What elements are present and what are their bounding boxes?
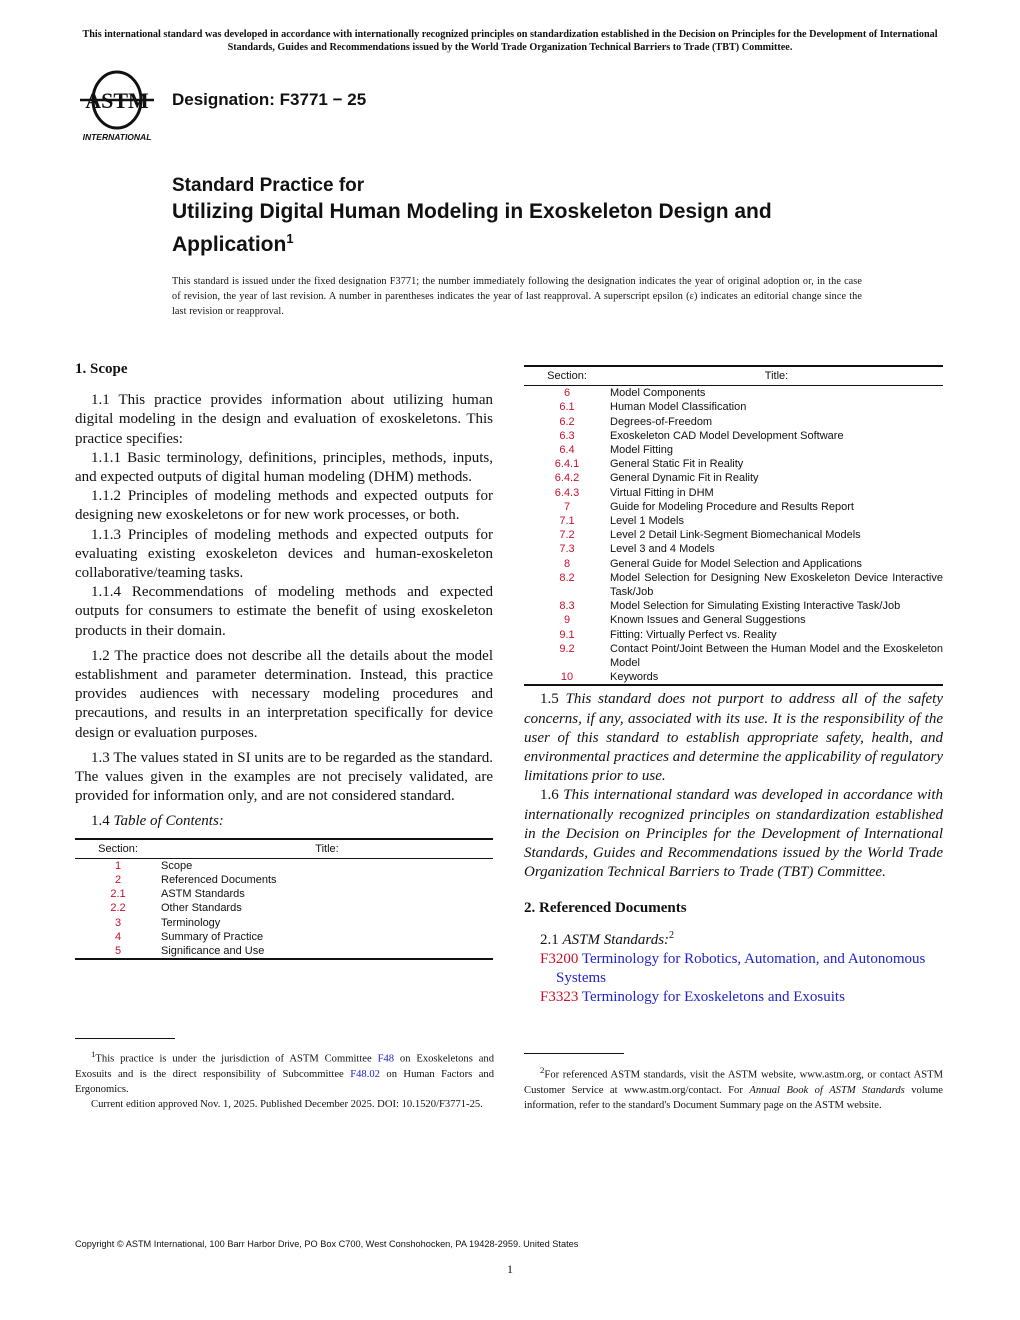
toc-row[interactable] bbox=[75, 930, 493, 944]
para-1-5 bbox=[524, 690, 943, 786]
toc-row[interactable] bbox=[524, 542, 943, 556]
toc-title: Significance and Use bbox=[161, 945, 265, 958]
footnote-2-mark: 2 bbox=[540, 1065, 545, 1075]
toc-section-link[interactable]: 8 bbox=[563, 557, 571, 570]
footnote-rule-left bbox=[75, 1038, 175, 1039]
footnote-1-text bbox=[75, 1047, 494, 1097]
footnote-1-b: on Exoskeletons and Exosuits and is the direct responsibility of Subcommittee bbox=[75, 1053, 494, 1080]
para-2-1-num: 2.1 bbox=[540, 931, 559, 948]
toc-section-link[interactable]: 6.4.2 bbox=[554, 472, 580, 485]
toc-title: General Static Fit in Reality bbox=[610, 458, 744, 471]
toc-title: Terminology bbox=[161, 916, 221, 929]
toc-section-link[interactable]: 6.3 bbox=[559, 429, 575, 442]
toc-title: General Dynamic Fit in Reality bbox=[610, 472, 759, 485]
logo-word: ASTM bbox=[85, 88, 149, 113]
toc-row[interactable] bbox=[524, 457, 943, 471]
para-1-2: 1.2 The practice does not describe all the details about the model establishment and parameter determination. Instead, this practice provides audiences with necessary modeling procedures and precautions, and results in an interpretation specifically for device design or evaluation purposes. bbox=[75, 647, 493, 741]
toc-section-link[interactable]: 7.2 bbox=[559, 529, 575, 542]
toc-section-link[interactable]: 10 bbox=[560, 671, 574, 684]
toc-row[interactable] bbox=[75, 873, 493, 887]
toc-title: Scope bbox=[161, 859, 193, 872]
title-block bbox=[172, 174, 892, 258]
toc-row[interactable] bbox=[524, 400, 943, 414]
toc-section-link[interactable]: 9 bbox=[563, 614, 571, 627]
toc-title: Human Model Classification bbox=[610, 401, 747, 414]
toc-table-left bbox=[75, 838, 493, 963]
footnote-2 bbox=[524, 1063, 943, 1113]
toc-row[interactable] bbox=[524, 642, 943, 670]
toc-section-link[interactable]: 2.1 bbox=[110, 888, 126, 901]
toc-title: Exoskeleton CAD Model Development Software bbox=[610, 429, 844, 442]
toc-title: Guide for Modeling Procedure and Results Report bbox=[610, 500, 854, 513]
scope-heading: 1. Scope bbox=[75, 361, 128, 377]
toc-row[interactable] bbox=[524, 443, 943, 457]
toc-title: Contact Point/Joint Between the Human Model and the Exoskeleton Model bbox=[610, 642, 943, 670]
toc-title: Referenced Documents bbox=[161, 874, 277, 887]
reference-code-link[interactable]: F3323 bbox=[540, 989, 579, 1006]
title-footnote-mark: 1 bbox=[286, 231, 294, 246]
wto-notice: This international standard was developed in accordance with internationally recognized principles on standardization established in the Decision on Principles for the Development of International Standards, Guides and Recommendations issued by the World Trade Organization Technical Barriers to Trade (TBT) Committee. bbox=[82, 29, 938, 53]
para-1-1-1: 1.1.1 Basic terminology, definitions, principles, methods, inputs, and expected outputs of digital human modeling (DHM) methods. bbox=[75, 449, 493, 486]
para-1-4 bbox=[75, 812, 493, 831]
toc-section-link[interactable]: 6 bbox=[563, 387, 571, 400]
toc-section-link[interactable]: 8.2 bbox=[559, 571, 575, 584]
left-column bbox=[75, 360, 493, 962]
toc-section-link[interactable]: 1 bbox=[114, 859, 122, 872]
toc-row[interactable] bbox=[524, 670, 943, 685]
subcommittee-link[interactable]: F48.02 bbox=[350, 1068, 380, 1080]
toc-title: Model Selection for Designing New Exoskeleton Device Interactive Task/Job bbox=[610, 571, 943, 599]
toc-section-link[interactable]: 6.4.3 bbox=[554, 486, 580, 499]
toc-title: Level 3 and 4 Models bbox=[610, 543, 715, 556]
reference-item bbox=[524, 988, 943, 1007]
para-2-1-text: ASTM Standards: bbox=[562, 931, 670, 948]
para-1-1-4: 1.1.4 Recommendations of modeling methods and expected outputs for consumers to estimate the benefit of using exoskeleton products in their domain. bbox=[75, 584, 493, 639]
toc-title: Level 2 Detail Link-Segment Biomechanical Models bbox=[610, 529, 861, 542]
para-1-5-num: 1.5 bbox=[540, 691, 559, 708]
toc-row[interactable] bbox=[524, 628, 943, 642]
footnote-rule-right bbox=[524, 1053, 624, 1054]
reference-list bbox=[524, 950, 943, 1008]
toc-section-link[interactable]: 7 bbox=[563, 500, 571, 513]
committee-link[interactable]: F48 bbox=[377, 1053, 395, 1065]
footnote-1-c: on Human Factors and Ergonomics. bbox=[75, 1068, 494, 1095]
reference-title-link[interactable]: Terminology for Exoskeletons and Exosuits bbox=[581, 989, 845, 1006]
toc-title: Keywords bbox=[610, 671, 659, 684]
toc-row[interactable] bbox=[524, 599, 943, 613]
toc-title: Known Issues and General Suggestions bbox=[610, 614, 806, 627]
reference-code-link[interactable]: F3200 bbox=[540, 950, 579, 967]
issue-note: This standard is issued under the fixed designation F3771; the number immediately following the designation indicates the year of original adoption or, in the case of revision, the year of last revision. A number in parentheses indicates the year of last reapproval. A superscript epsilon (ε) indicates an editorial change since the last revision or reapproval. bbox=[172, 276, 862, 317]
astm-logo bbox=[74, 68, 160, 144]
toc-title: Fitting: Virtually Perfect vs. Reality bbox=[610, 628, 777, 641]
toc-row[interactable] bbox=[75, 916, 493, 930]
toc-header-title: Title: bbox=[161, 839, 493, 859]
toc-row[interactable] bbox=[524, 429, 943, 443]
para-1-4-num: 1.4 bbox=[91, 813, 110, 830]
footnote-1-a: This practice is under the jurisdiction of ASTM Committee bbox=[95, 1053, 372, 1065]
toc-row[interactable] bbox=[75, 858, 493, 873]
toc-header-section: Section: bbox=[524, 366, 610, 386]
toc-section-link[interactable]: 2.2 bbox=[110, 902, 126, 915]
toc-title: General Guide for Model Selection and Applications bbox=[610, 557, 862, 570]
toc-row[interactable] bbox=[524, 557, 943, 571]
toc-row[interactable] bbox=[524, 613, 943, 627]
toc-title: Model Components bbox=[610, 387, 706, 400]
para-1-6-text: This international standard was developed in accordance with internationally recognized principles on standardization established in the Decision on Principles for the Development of International Standards, Guides and Recommendations issued by the World Trade Organization Technical Barriers to Trade (TBT) Committee. bbox=[524, 787, 943, 881]
toc-section-link[interactable]: 6.2 bbox=[559, 415, 575, 428]
designation: Designation: F3771 − 25 bbox=[172, 90, 367, 109]
page-number: 1 bbox=[507, 1262, 513, 1276]
logo-sub: INTERNATIONAL bbox=[82, 132, 152, 142]
toc-section-link[interactable]: 3 bbox=[114, 916, 122, 929]
toc-header-section: Section: bbox=[75, 839, 161, 859]
toc-row[interactable] bbox=[524, 500, 943, 514]
toc-section-link[interactable]: 7.3 bbox=[559, 543, 575, 556]
toc-section-link[interactable]: 5 bbox=[114, 945, 122, 958]
toc-section-link[interactable]: 9.2 bbox=[559, 642, 575, 655]
footnote-2-b: volume information, refer to the standard's Document Summary page on the ASTM website. bbox=[524, 1084, 944, 1111]
toc-title: Degrees-of-Freedom bbox=[610, 415, 713, 428]
para-1-4-text: Table of Contents: bbox=[113, 813, 224, 830]
copyright: Copyright © ASTM International, 100 Barr Harbor Drive, PO Box C700, West Conshohocken, PA 19428-2959. United States bbox=[75, 1239, 579, 1249]
para-1-1: 1.1 This practice provides information about utilizing human digital modeling in the design and evaluation of exoskeletons. This practice specifies: bbox=[75, 392, 493, 447]
para-1-5-text: This standard does not purport to address all of the safety concerns, if any, associated with its use. It is the responsibility of the user of this standard to establish appropriate safety, health, and environmental practices and determine the applicability of regulatory limitations prior to use. bbox=[524, 691, 944, 785]
footnote-2-ital: Annual Book of ASTM Standards bbox=[749, 1084, 905, 1096]
toc-title: Summary of Practice bbox=[161, 930, 264, 943]
footnote-1-mark: 1 bbox=[91, 1049, 96, 1059]
title-line-3 bbox=[172, 225, 892, 258]
toc-header-title: Title: bbox=[610, 366, 943, 386]
toc-row[interactable] bbox=[524, 415, 943, 429]
toc-section-link[interactable]: 7.1 bbox=[559, 515, 575, 528]
toc-section-link[interactable]: 6.4.1 bbox=[554, 458, 580, 471]
toc-table-right bbox=[524, 365, 943, 688]
toc-row[interactable] bbox=[524, 571, 943, 599]
toc-row[interactable] bbox=[524, 514, 943, 528]
toc-title: Model Fitting bbox=[610, 444, 673, 457]
right-column bbox=[524, 365, 943, 1008]
toc-title: Virtual Fitting in DHM bbox=[610, 486, 714, 499]
toc-row[interactable] bbox=[524, 386, 943, 401]
title-line-1: Standard Practice for bbox=[172, 175, 365, 196]
title-line-2: Utilizing Digital Human Modeling in Exoskeleton Design and bbox=[172, 200, 772, 223]
reference-item bbox=[524, 950, 943, 988]
toc-section-link[interactable]: 6.1 bbox=[559, 401, 575, 414]
toc-section-link[interactable]: 6.4 bbox=[559, 444, 575, 457]
toc-title: Model Selection for Simulating Existing Interactive Task/Job bbox=[610, 600, 901, 613]
para-1-1-2: 1.1.2 Principles of modeling methods and expected outputs for designing new exoskeletons or for new work processes, or both. bbox=[75, 488, 493, 524]
toc-row[interactable] bbox=[524, 486, 943, 500]
footnote-1-edition: Current edition approved Nov. 1, 2025. Published December 2025. DOI: 10.1520/F3771-25. bbox=[91, 1098, 483, 1110]
toc-row[interactable] bbox=[524, 528, 943, 542]
para-1-6 bbox=[524, 786, 943, 882]
refdocs-heading: 2. Referenced Documents bbox=[524, 899, 687, 916]
para-2-1 bbox=[524, 926, 943, 950]
para-1-3: 1.3 The values stated in SI units are to be regarded as the standard. The values given in the examples are not precisely validated, are provided for information only, and are not considered standard. bbox=[75, 749, 493, 805]
title-line-3-text: Application bbox=[172, 233, 287, 256]
toc-row[interactable] bbox=[524, 471, 943, 485]
toc-row[interactable] bbox=[75, 887, 493, 901]
toc-title: Other Standards bbox=[161, 902, 242, 915]
toc-section-link[interactable]: 8.3 bbox=[559, 600, 575, 613]
para-2-1-mark: 2 bbox=[669, 929, 675, 941]
toc-row[interactable] bbox=[75, 944, 493, 959]
toc-section-link[interactable]: 2 bbox=[114, 874, 122, 887]
footnote-2-a: For referenced ASTM standards, visit the ASTM website, www.astm.org, or contact ASTM Customer Service at www.astm.org/contact. For bbox=[524, 1069, 943, 1096]
toc-section-link[interactable]: 9.1 bbox=[559, 628, 575, 641]
para-1-1-3: 1.1.3 Principles of modeling methods and expected outputs for evaluating existing exoskeleton devices and human-exoskeleton collaborative/teaming tasks. bbox=[75, 526, 493, 582]
toc-title: ASTM Standards bbox=[161, 888, 245, 901]
para-1-6-num: 1.6 bbox=[540, 787, 559, 804]
toc-section-link[interactable]: 4 bbox=[114, 930, 122, 943]
toc-title: Level 1 Models bbox=[610, 515, 684, 528]
toc-row[interactable] bbox=[75, 901, 493, 915]
reference-title-link[interactable]: Terminology for Robotics, Automation, and Autonomous Systems bbox=[556, 950, 926, 987]
footnote-2-text bbox=[524, 1063, 943, 1113]
footnote-1 bbox=[75, 1047, 494, 1112]
